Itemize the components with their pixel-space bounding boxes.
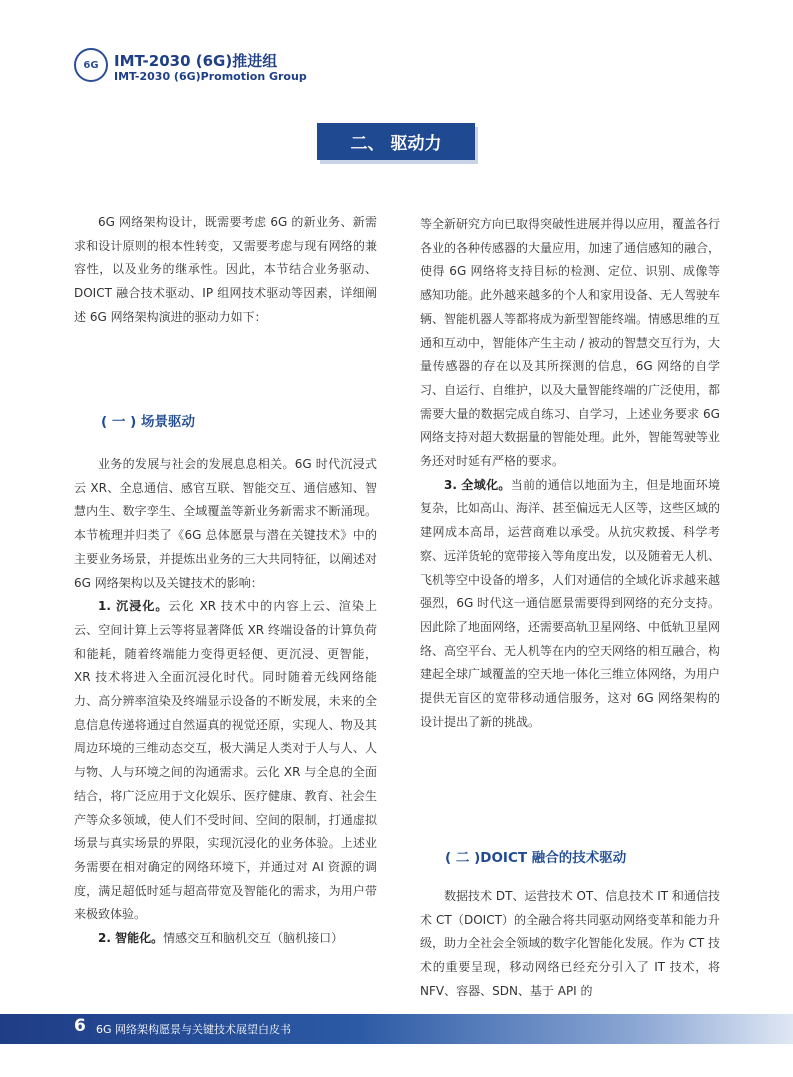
imt2030-logo-icon <box>74 48 108 82</box>
logo-text: 6G <box>83 59 99 71</box>
heading-doict-driven: ( 二 )DOICT 融合的技术驱动 <box>445 850 627 866</box>
continued-paragraph: 等全新研究方向已取得突破性进展并得以应用，覆盖各行各业的各种传感器的大量应用，加速了通信感知的融合，使得 6G 网络将支持目标的检测、定位、识别、成像等感知功能。此外越来越多的个人和家用设备、无人驾驶车辆、智能机器人等都将成为新型智能终端。情感思维的互通和互动中，智能体产生主动 / 被动的智慧交互行为，大量传感器的存在以及其所探测的信息，6G 网络的自学习、自运行、自维护，以及大量智能终端的广泛使用，都需要大量的数据完成自练习、自学习，上述业务要求 6G 网络支持对超大数据量的智能处理。此外，智能驾驶等业务还对时延有严格的要求。 <box>420 217 721 469</box>
left-column <box>74 211 377 330</box>
heading-scenario-driven: ( 一 ) 场景驱动 <box>101 414 195 430</box>
right-column <box>420 213 720 734</box>
intro-paragraph: 6G 网络架构设计，既需要考虑 6G 的新业务、新需求和设计原则的根本性转变，又需要考虑与现有网络的兼容性，以及业务的继承性。因此，本节结合业务驱动、DOICT 融合技术驱动、IP 组网技术驱动等因素，详细阐述 6G 网络架构演进的驱动力如下： <box>74 215 377 324</box>
section-title: 二、 驱动力 <box>317 123 475 160</box>
header-title: IMT-2030 (6G)推进组 <box>114 52 278 70</box>
immersive-paragraph <box>74 595 377 927</box>
intelligent-text: 情感交互和脑机交互（脑机接口） <box>163 931 344 946</box>
intelligent-lead: 2. 智能化。 <box>98 931 164 946</box>
left-column-body <box>74 453 377 951</box>
doict-paragraph: 数据技术 DT、运营技术 OT、信息技术 IT 和通信技术 CT（DOICT）的全融合将共同驱动网络变革和能力升级，助力全社会全领域的数字化智能化发展。作为 CT 技术的重要呈现，移动网络已经充分引入了 IT 技术，将 NFV、容器、SDN、基于 API 的 <box>420 889 720 998</box>
global-text: 当前的通信以地面为主，但是地面环境复杂，比如高山、海洋、甚至偏远无人区等，这些区域的建网成本高昂，运营商难以承受。从抗灾救援、科学考察、远洋货轮的宽带接入等角度出发，以及随着无人机、飞机等空中设备的增多，人们对通信的全域化诉求越来越强烈，6G 时代这一通信愿景需要得到网络的充分支持。因此除了地面网络，还需要高轨卫星网络、中低轨卫星网络、高空平台、无人机等在内的空天网络的相互融合，构建起全球广域覆盖的空天地一体化三维立体网络，为用户提供无盲区的宽带移动通信服务，这对 6G 网络架构的设计提出了新的挑战。 <box>420 477 721 729</box>
page-number: 6 <box>74 1016 86 1036</box>
global-lead: 3. 全域化。 <box>444 477 511 492</box>
global-paragraph <box>420 474 720 735</box>
header-subtitle: IMT-2030 (6G)Promotion Group <box>114 70 307 83</box>
immersive-lead: 1. 沉浸化。 <box>98 599 169 614</box>
intelligent-paragraph <box>74 927 377 951</box>
immersive-text: 云化 XR 技术中的内容上云、渲染上云、空间计算上云等将显著降低 XR 终端设备的计算负荷和能耗，随着终端能力变得更轻便、更沉浸、更智能，XR 技术将进入全面沉浸化时代。同时随着无线网络能力、高分辨率渲染及终端显示设备的不断发展，未来的全息信息传递将通过自然逼真的视觉还原，实现人、物及其周边环境的三维动态交互，极大满足人类对于人与人、人与物、人与环境之间的沟通需求。云化 XR 与全息的全面结合，将广泛应用于文化娱乐、医疗健康、教育、社会生产等众多领域，使人们不受时间、空间的限制，打通虚拟场景与真实场景的界限，实现沉浸化的业务体验。上述业务需要在相对确定的网络环境下，并通过对 AI 资源的调度，满足超低时延与超高带宽及智能化的需求，为用户带来极致体验。 <box>74 599 377 922</box>
right-column-body <box>420 885 720 1004</box>
scenario-paragraph: 业务的发展与社会的发展息息相关。6G 时代沉浸式云 XR、全息通信、感官互联、智能交互、通信感知、智慧内生、数字孪生、全域覆盖等新业务新需求不断涌现。本节梳理并归类了《6G 总体愿景与潜在关键技术》中的主要业务场景，并提炼出业务的三大共同特征，以阐述对 6G 网络架构以及关键技术的影响： <box>74 457 377 590</box>
footer-doc-title: 6G 网络架构愿景与关键技术展望白皮书 <box>96 1023 292 1036</box>
